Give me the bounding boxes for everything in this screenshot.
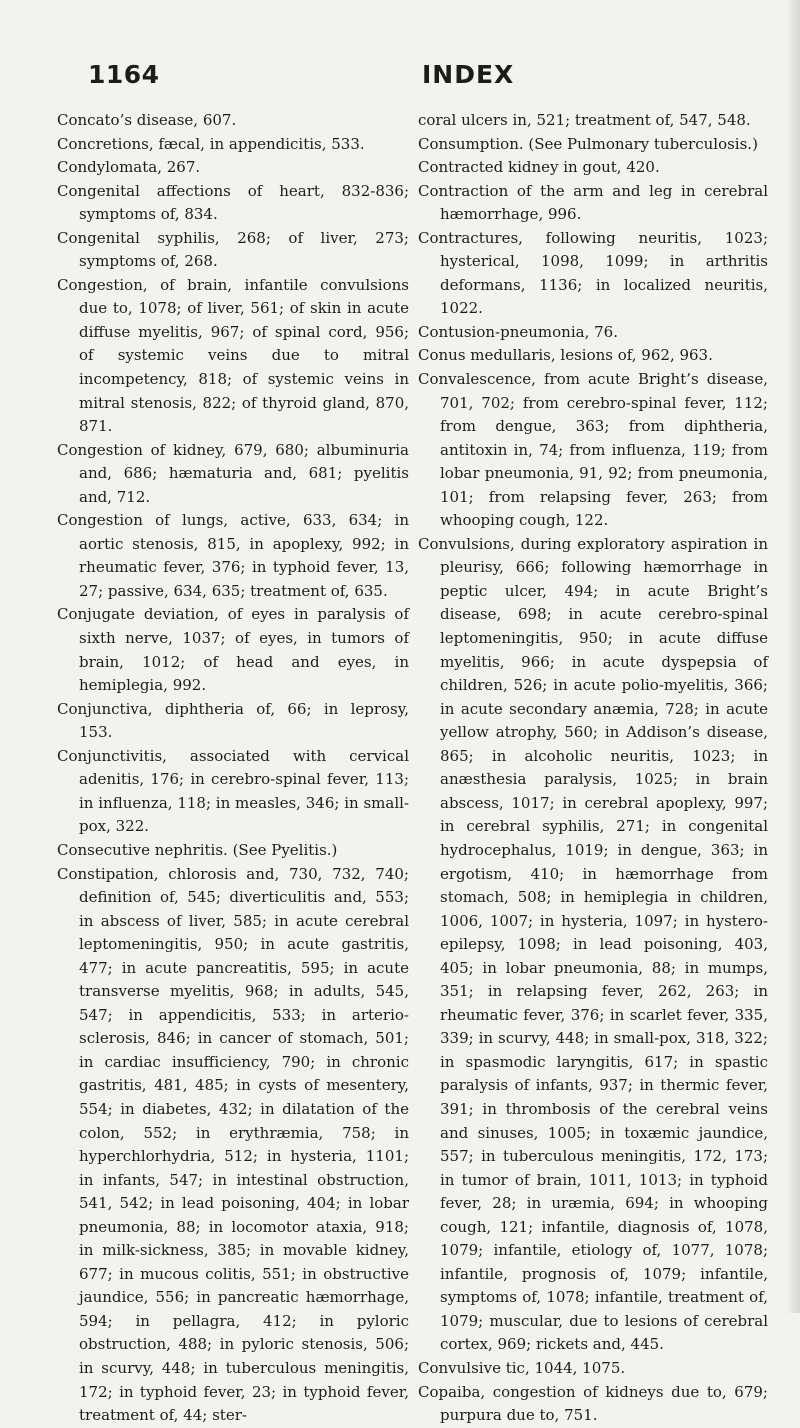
index-entry: Congestion of kidney, 679, 680; albuminuria and, 686; hæmaturia and, 681; pyelitis and, 712.: [57, 440, 409, 506]
index-entry: Conjugate deviation, of eyes in paralysis of sixth nerve, 1037; of eyes, in tumors of brain, 1012; of head and eyes, in hemiplegia, 992.: [57, 605, 409, 695]
index-entry: Condylomata, 267.: [57, 158, 201, 177]
index-entry: Conjunctivitis, associated with cervical adenitis, 176; in cerebro-spinal fever, 113; in influenza, 118; in measles, 346; in small-pox, 322.: [57, 746, 409, 836]
index-entry: Convalescence, from acute Bright’s disease, 701, 702; from cerebro-spinal fever, 112; from dengue, 363; from diphtheria, antitoxin in, 74; from influenza, 119; from lobar pneumonia, 91, 92; from pneumonia, 101; from relapsing fever, 263; from whooping cough, 122.: [418, 370, 768, 530]
index-entry: Contracted kidney in gout, 420.: [418, 158, 660, 177]
index-entry: Congenital syphilis, 268; of liver, 273; symptoms of, 268.: [57, 228, 409, 271]
index-entry: Contusion-pneumonia, 76.: [418, 322, 618, 341]
index-entry: Concato’s disease, 607.: [57, 111, 237, 129]
index-entry: coral ulcers in, 521; treatment of, 547, 548.: [418, 111, 751, 129]
index-entry: Contractures, following neuritis, 1023; hysterical, 1098, 1099; in arthritis deformans, 1136; in localized neuritis, 1022.: [418, 228, 768, 318]
index-entry: Conjunctiva, diphtheria of, 66; in leprosy, 153.: [57, 699, 409, 742]
index-entry: Conus medullaris, lesions of, 962, 963.: [418, 346, 713, 365]
index-entry: Congestion, of brain, infantile convulsions due to, 1078; of liver, 561; of skin in acute diffuse myelitis, 967; of spinal cord, 956; of systemic veins due to mitral incompetency, 818; of systemic veins in mitral stenosis, 822; of thyroid gland, 870, 871.: [57, 275, 409, 436]
page-edge-shadow: [786, 0, 800, 1313]
left-column: [57, 109, 409, 1428]
page-number: 1164: [88, 60, 160, 89]
page-header: [88, 60, 720, 96]
right-column: [418, 109, 768, 1428]
index-entry: Copaiba, congestion of kidneys due to, 679; purpura due to, 751.: [418, 1382, 768, 1425]
index-entry: Concretions, fæcal, in appendicitis, 533.: [57, 134, 365, 153]
index-entry: Contraction of the arm and leg in cerebral hæmorrhage, 996.: [418, 181, 768, 224]
index-entry: Constipation, chlorosis and, 730, 732, 740; definition of, 545; diverticulitis and, 553; in abscess of liver, 585; in acute cerebral leptomeningitis, 950; in acute gastritis, 477; in acute pancreatitis, 595; in acute transverse myelitis, 968; in adults, 545, 547; in appendicitis, 533; in arterio-sclerosis, 846; in cancer of stomach, 501; in cardiac insufficiency, 790; in chronic gastritis, 481, 485; in cysts of mesentery, 554; in diabetes, 432; in dilatation of the colon, 552; in erythræmia, 758; in hyperchlorhydria, 512; in hysteria, 1101; in infants, 547; in intestinal obstruction, 541, 542; in lead poisoning, 404; in lobar pneumonia, 88; in locomotor ataxia, 918; in milk-sickness, 385; in movable kidney, 677; in mucous colitis, 551; in obstructive jaundice, 556; in pancreatic hæmorrhage, 594; in pellagra, 412; in pyloric obstruction, 488; in pyloric stenosis, 506; in scurvy, 448; in tuberculous meningitis, 172; in typhoid fever, 23; in typhoid fever, treatment of, 44; ster-: [57, 864, 409, 1425]
index-entry: Consumption. (See Pulmonary tuberculosis.): [418, 134, 758, 153]
index-entry: Consecutive nephritis. (See Pyelitis.): [57, 840, 338, 859]
index-entry: Convulsions, during exploratory aspiration in pleurisy, 666; following hæmorrhage in peptic ulcer, 494; in acute Bright’s disease, 698; in acute cerebro-spinal leptomeningitis, 950; in acute diffuse myelitis, 966; in acute dyspepsia of children, 526; in acute polio-myelitis, 366; in acute secondary anæmia, 728; in acute yellow atrophy, 560; in Addison’s disease, 865; in alcoholic neuritis, 1023; in anæsthesia paralysis, 1025; in brain abscess, 1017; in cerebral apoplexy, 997; in cerebral syphilis, 271; in congenital hydrocephalus, 1019; in dengue, 363; in ergotism, 410; in hæmorrhage from stomach, 508; in hemiplegia in children, 1006, 1007; in hysteria, 1097; in hystero-epilepsy, 1098; in lead poisoning, 403, 405; in lobar pneumonia, 88; in mumps, 351; in relapsing fever, 262, 263; in rheumatic fever, 376; in scarlet fever, 335, 339; in scurvy, 448; in small-pox, 318, 322; in spasmodic laryngitis, 617; in spastic paralysis of infants, 937; in thermic fever, 391; in thrombosis of the cerebral veins and sinuses, 1005; in toxæmic jaundice, 557; in tuberculous meningitis, 172, 173; in tumor of brain, 1011, 1013; in typhoid fever, 28; in uræmia, 694; in whooping cough, 121; infantile, diagnosis of, 1078, 1079; infantile, etiology of, 1077, 1078; infantile, prognosis of, 1079; infantile, symptoms of, 1078; infantile, treatment of, 1079; muscular, due to lesions of cerebral cortex, 969; rickets and, 445.: [418, 534, 768, 1354]
index-entry: Congestion of lungs, active, 633, 634; in aortic stenosis, 815, in apoplexy, 992; in rheumatic fever, 376; in typhoid fever, 13, 27; passive, 634, 635; treatment of, 635.: [57, 511, 409, 600]
index-entry: Convulsive tic, 1044, 1075.: [418, 1358, 626, 1377]
running-title: INDEX: [422, 60, 515, 89]
index-entry: Congenital affections of heart, 832-836; symptoms of, 834.: [57, 181, 409, 224]
